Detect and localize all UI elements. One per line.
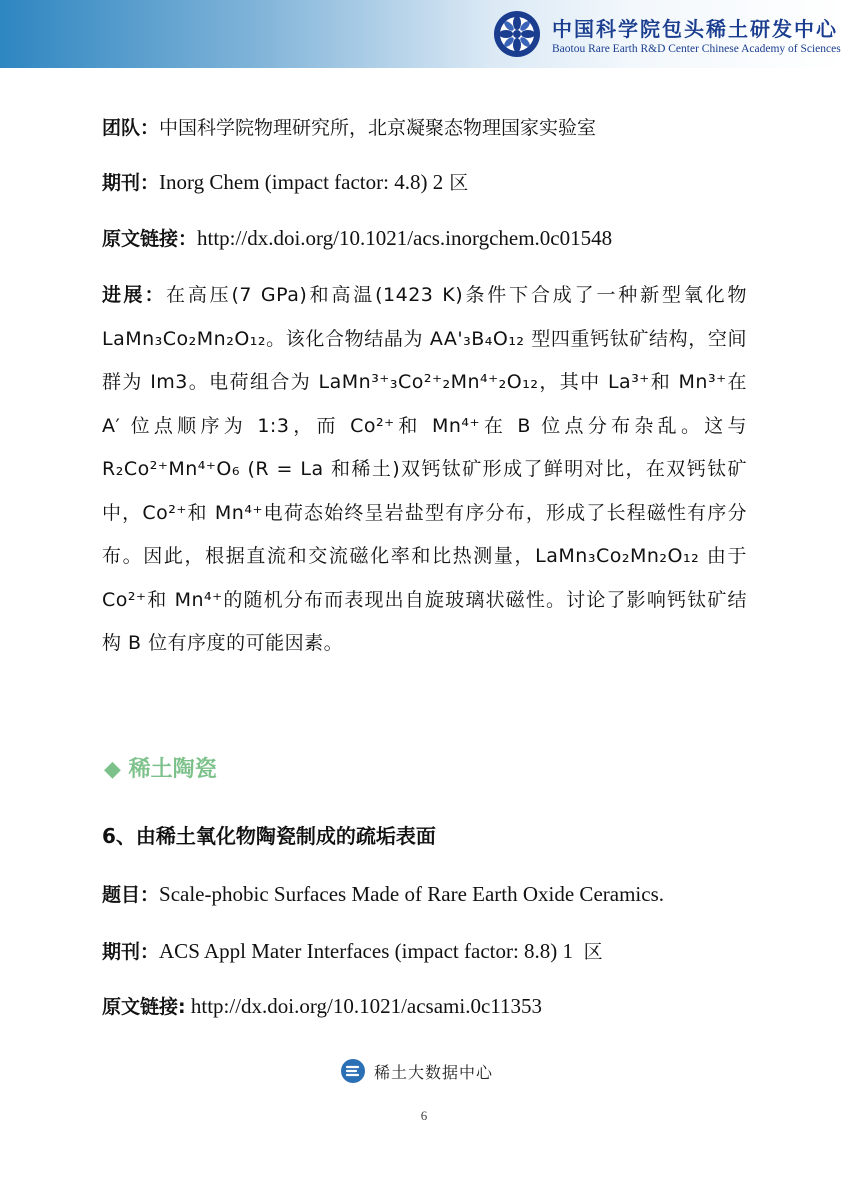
journal-label-2: 期刊：: [102, 941, 160, 963]
cas-logo-icon: [492, 9, 542, 59]
journal-line-1: [102, 168, 468, 195]
link-label-1: 原文链接：: [102, 228, 198, 250]
journal-line-2: [102, 937, 603, 964]
team-label: 团队：: [102, 117, 160, 139]
title-label-2: 题目：: [102, 884, 160, 906]
link-line-2: [102, 992, 542, 1019]
team-line: [102, 113, 596, 140]
journal-label-1: 期刊：: [102, 172, 160, 194]
title-value-2: Scale-phobic Surfaces Made of Rare Earth Oxide Ceramics.: [159, 882, 664, 906]
link-url-2[interactable]: http://dx.doi.org/10.1021/acsami.0c11353: [190, 994, 542, 1018]
footer-text: 稀土大数据中心: [374, 1063, 494, 1082]
journal-value-2: ACS Appl Mater Interfaces (impact factor: 8.8) 1: [159, 939, 574, 963]
progress-label: 进展：: [102, 284, 167, 306]
link-line-1: [102, 224, 612, 251]
progress-text: 在高压(7 GPa)和高温(1423 K)条件下合成了一种新型氧化物 LaMn₃Co₂Mn₂O₁₂。该化合物结晶为 AA'₃B₄O₁₂ 型四重钙钛矿结构，空间群为 Im3。电荷组合为 LaMn³⁺₃Co²⁺₂Mn⁴⁺₂O₁₂，其中 La³⁺和 Mn³⁺在 A′ 位点顺序为 1:3，而 Co²⁺和 Mn⁴⁺在 B 位点分布杂乱。这与 R₂Co²⁺Mn⁴⁺O₆ (R = La 和稀土)双钙钛矿形成了鲜明对比，在双钙钛矿中，Co²⁺和 Mn⁴⁺电荷态始终呈岩盐型有序分布，形成了长程磁性有序分布。因此，根据直流和交流磁化率和比热测量，LaMn₃Co₂Mn₂O₁₂ 由于 Co²⁺和 Mn⁴⁺的随机分布而表现出自旋玻璃状磁性。讨论了影响钙钛矿结构 B 位有序度的可能因素。: [102, 284, 747, 654]
diamond-bullet-icon: ◆: [104, 757, 121, 782]
journal-zone-1: 区: [443, 172, 469, 194]
section-title: 稀土陶瓷: [128, 757, 217, 782]
progress-paragraph: [102, 273, 747, 665]
page-number: 6: [420, 1108, 428, 1123]
link-label-2: 原文链接:: [102, 996, 186, 1018]
org-name-en: Baotou Rare Earth R&D Center Chinese Academy of Sciences: [552, 43, 841, 55]
journal-value-1: Inorg Chem (impact factor: 4.8) 2: [159, 170, 444, 194]
team-value: 中国科学院物理研究所，北京凝聚态物理国家实验室: [159, 117, 597, 139]
title-line-2: [102, 880, 664, 907]
link-url-1[interactable]: http://dx.doi.org/10.1021/acs.inorgchem.0c01548: [197, 226, 613, 250]
org-name-cn: 中国科学院包头稀土研发中心: [552, 17, 838, 41]
section-heading: [104, 752, 217, 783]
journal-zone-2: 区: [583, 941, 603, 963]
article-heading: 6、由稀土氧化物陶瓷制成的疏垢表面: [102, 824, 436, 848]
big-data-logo-icon: [340, 1058, 366, 1089]
